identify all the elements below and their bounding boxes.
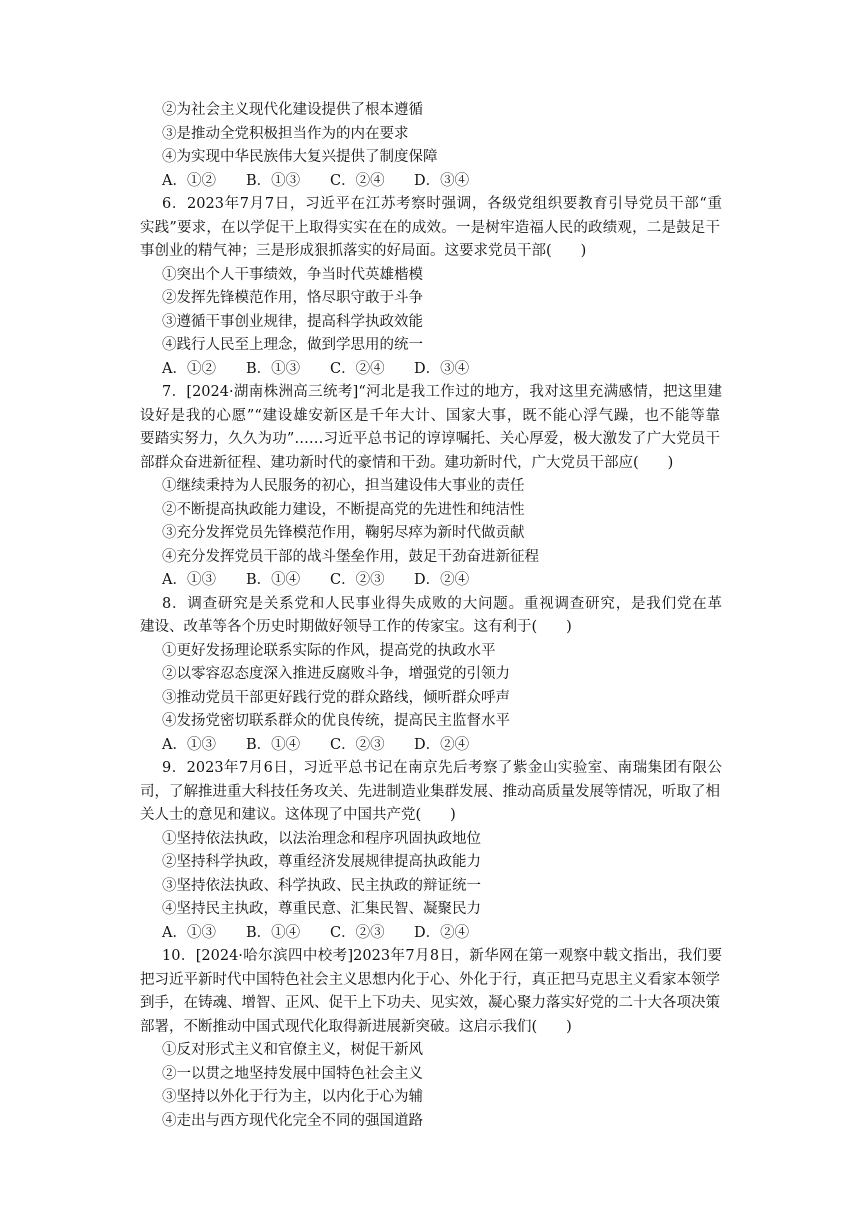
option-c: C．②③ (330, 924, 385, 941)
choice-item: ①继续秉持为人民服务的初心，担当建设伟大事业的责任 (162, 478, 525, 494)
choice-item: ②发挥先锋模范作用，恪尽职守敢于斗争 (162, 290, 423, 306)
option-d: D．③④ (414, 360, 470, 377)
question-stem-line: 司，了解推进重大科技任务攻关、先进制造业集群发展、推动高质量发展等情况，听取了相 (140, 783, 720, 800)
option-b: B．①④ (246, 924, 301, 941)
option-c: C．②③ (330, 736, 385, 753)
question-stem-line: 9．2023年7月6日，习近平总书记在南京先后考察了紫金山实验室、南瑞集团有限公 (162, 760, 722, 776)
question-6 (0, 193, 860, 381)
choice-item: ②一以贯之地坚持发展中国特色社会主义 (162, 1065, 423, 1082)
question-stem-line: 8．调查研究是关系党和人民事业得失成败的大问题。重视调查研究，是我们党在革 (162, 595, 722, 612)
question-stem-line: 把习近平新时代中国特色社会主义思想内化于心、外化于行，真正把马克思主义看家本领学 (140, 971, 720, 988)
choice-item: ③坚持依法执政、科学执政、民主执政的辩证统一 (162, 877, 481, 894)
question-9 (0, 757, 860, 945)
answer-options (0, 170, 860, 194)
answer-options (0, 734, 860, 758)
option-a: A．①② (162, 172, 216, 189)
option-a: A．①③ (162, 924, 216, 941)
question-stem-line: 部群众奋进新征程、建功新时代的豪情和干劲。建功新时代，广大党员干部应( ) (140, 454, 674, 471)
option-b: B．①④ (246, 572, 301, 588)
choice-item: ④践行人民至上理念，做到学思用的统一 (162, 337, 423, 353)
question-10 (0, 945, 860, 1133)
question-stem-line: 设好是我的心愿”“建设雄安新区是千年大计、国家大事，既不能心浮气躁，也不能等靠 (140, 407, 720, 424)
choice-item: ④走出与西方现代化完全不同的强国道路 (162, 1112, 423, 1129)
option-d: D．②④ (414, 736, 470, 753)
question-stem-line: 实践”要求，在以学促干上取得实实在在的成效。一是树牢造福人民的政绩观，二是鼓足干 (140, 219, 720, 236)
option-c: C．②④ (330, 172, 385, 189)
choice-item: ④为实现中华民族伟大复兴提供了制度保障 (162, 149, 438, 165)
choice-item: ②不断提高执政能力建设，不断提高党的先进性和纯洁性 (162, 501, 525, 518)
question-stem-line: 关人士的意见和建议。这体现了中国共产党( ) (140, 807, 456, 823)
option-b: B．①③ (246, 172, 301, 189)
option-b: B．①③ (246, 360, 301, 377)
choice-item: ④发扬党密切联系群众的优良传统，提高民主监督水平 (162, 713, 510, 729)
question-stem-line: 部署，不断推动中国式现代化取得新进展新突破。这启示我们( ) (140, 1018, 572, 1035)
choice-item: ④坚持民主执政，尊重民意、汇集民智、凝聚民力 (162, 901, 481, 917)
question-7 (0, 381, 860, 593)
option-a: A．①③ (162, 736, 216, 753)
choice-item: ③充分发挥党员先锋模范作用，鞠躬尽瘁为新时代做贡献 (162, 525, 525, 541)
question-stem-line: 10．[2024·哈尔滨四中校考]2023年7月8日，新华网在第一观察中载文指出，我们要 (162, 948, 722, 964)
option-c: C．②③ (330, 572, 385, 588)
choice-item: ③遵循干事创业规律，提高科学执政效能 (162, 313, 423, 330)
option-a: A．①③ (162, 572, 216, 588)
choice-item: ③是推动全党积极担当作为的内在要求 (162, 125, 409, 142)
option-d: D．②④ (414, 572, 470, 588)
option-d: D．②④ (414, 924, 470, 941)
choice-item: ②坚持科学执政，尊重经济发展规律提高执政能力 (162, 854, 481, 870)
option-a: A．①② (162, 360, 216, 377)
choice-item: ③坚持以外化于行为主，以内化于心为辅 (162, 1089, 423, 1105)
answer-options (0, 922, 860, 946)
question-stem-line: 建设、改革等各个历史时期做好领导工作的传家宝。这有利于( ) (140, 619, 572, 635)
question-stem-line: 7．[2024·湖南株洲高三统考]“河北是我工作过的地方，我对这里充满感情，把这里建 (162, 384, 722, 400)
question-stem-line: 要踏实努力，久久为功”……习近平总书记的谆谆嘱托、关心厚爱，极大激发了广大党员干 (140, 431, 720, 447)
question-stem-line: 6．2023年7月7日，习近平在江苏考察时强调，各级党组织要教育引导党员干部“重 (162, 196, 722, 212)
choice-item: ④充分发挥党员干部的战斗堡垒作用，鼓足干劲奋进新征程 (162, 548, 539, 565)
choice-item: ①突出个人干事绩效，争当时代英雄楷模 (162, 266, 423, 283)
choice-item: ①坚持依法执政，以法治理念和程序巩固执政地位 (162, 830, 481, 847)
question-stem-line: 事创业的精气神；三是形成狠抓落实的好局面。这要求党员干部( ) (140, 243, 587, 259)
question-stem-line: 到手，在铸魂、增智、正风、促干上下功夫、见实效，凝心聚力落实好党的二十大各项决策 (140, 995, 720, 1011)
option-d: D．③④ (414, 172, 470, 189)
answer-options (0, 569, 860, 593)
question-list (0, 99, 860, 1133)
option-b: B．①④ (246, 736, 301, 753)
choice-item: ①更好发扬理论联系实际的作风，提高党的执政水平 (162, 642, 496, 659)
option-c: C．②④ (330, 360, 385, 377)
question-8 (0, 593, 860, 758)
answer-options (0, 358, 860, 382)
choice-item: ②以零容忍态度深入推进反腐败斗争，增强党的引领力 (162, 666, 510, 682)
question-5 (0, 99, 860, 193)
choice-item: ②为社会主义现代化建设提供了根本遵循 (162, 102, 423, 118)
choice-item: ①反对形式主义和官僚主义，树促干新风 (162, 1042, 423, 1058)
choice-item: ③推动党员干部更好践行党的群众路线，倾听群众呼声 (162, 689, 510, 706)
